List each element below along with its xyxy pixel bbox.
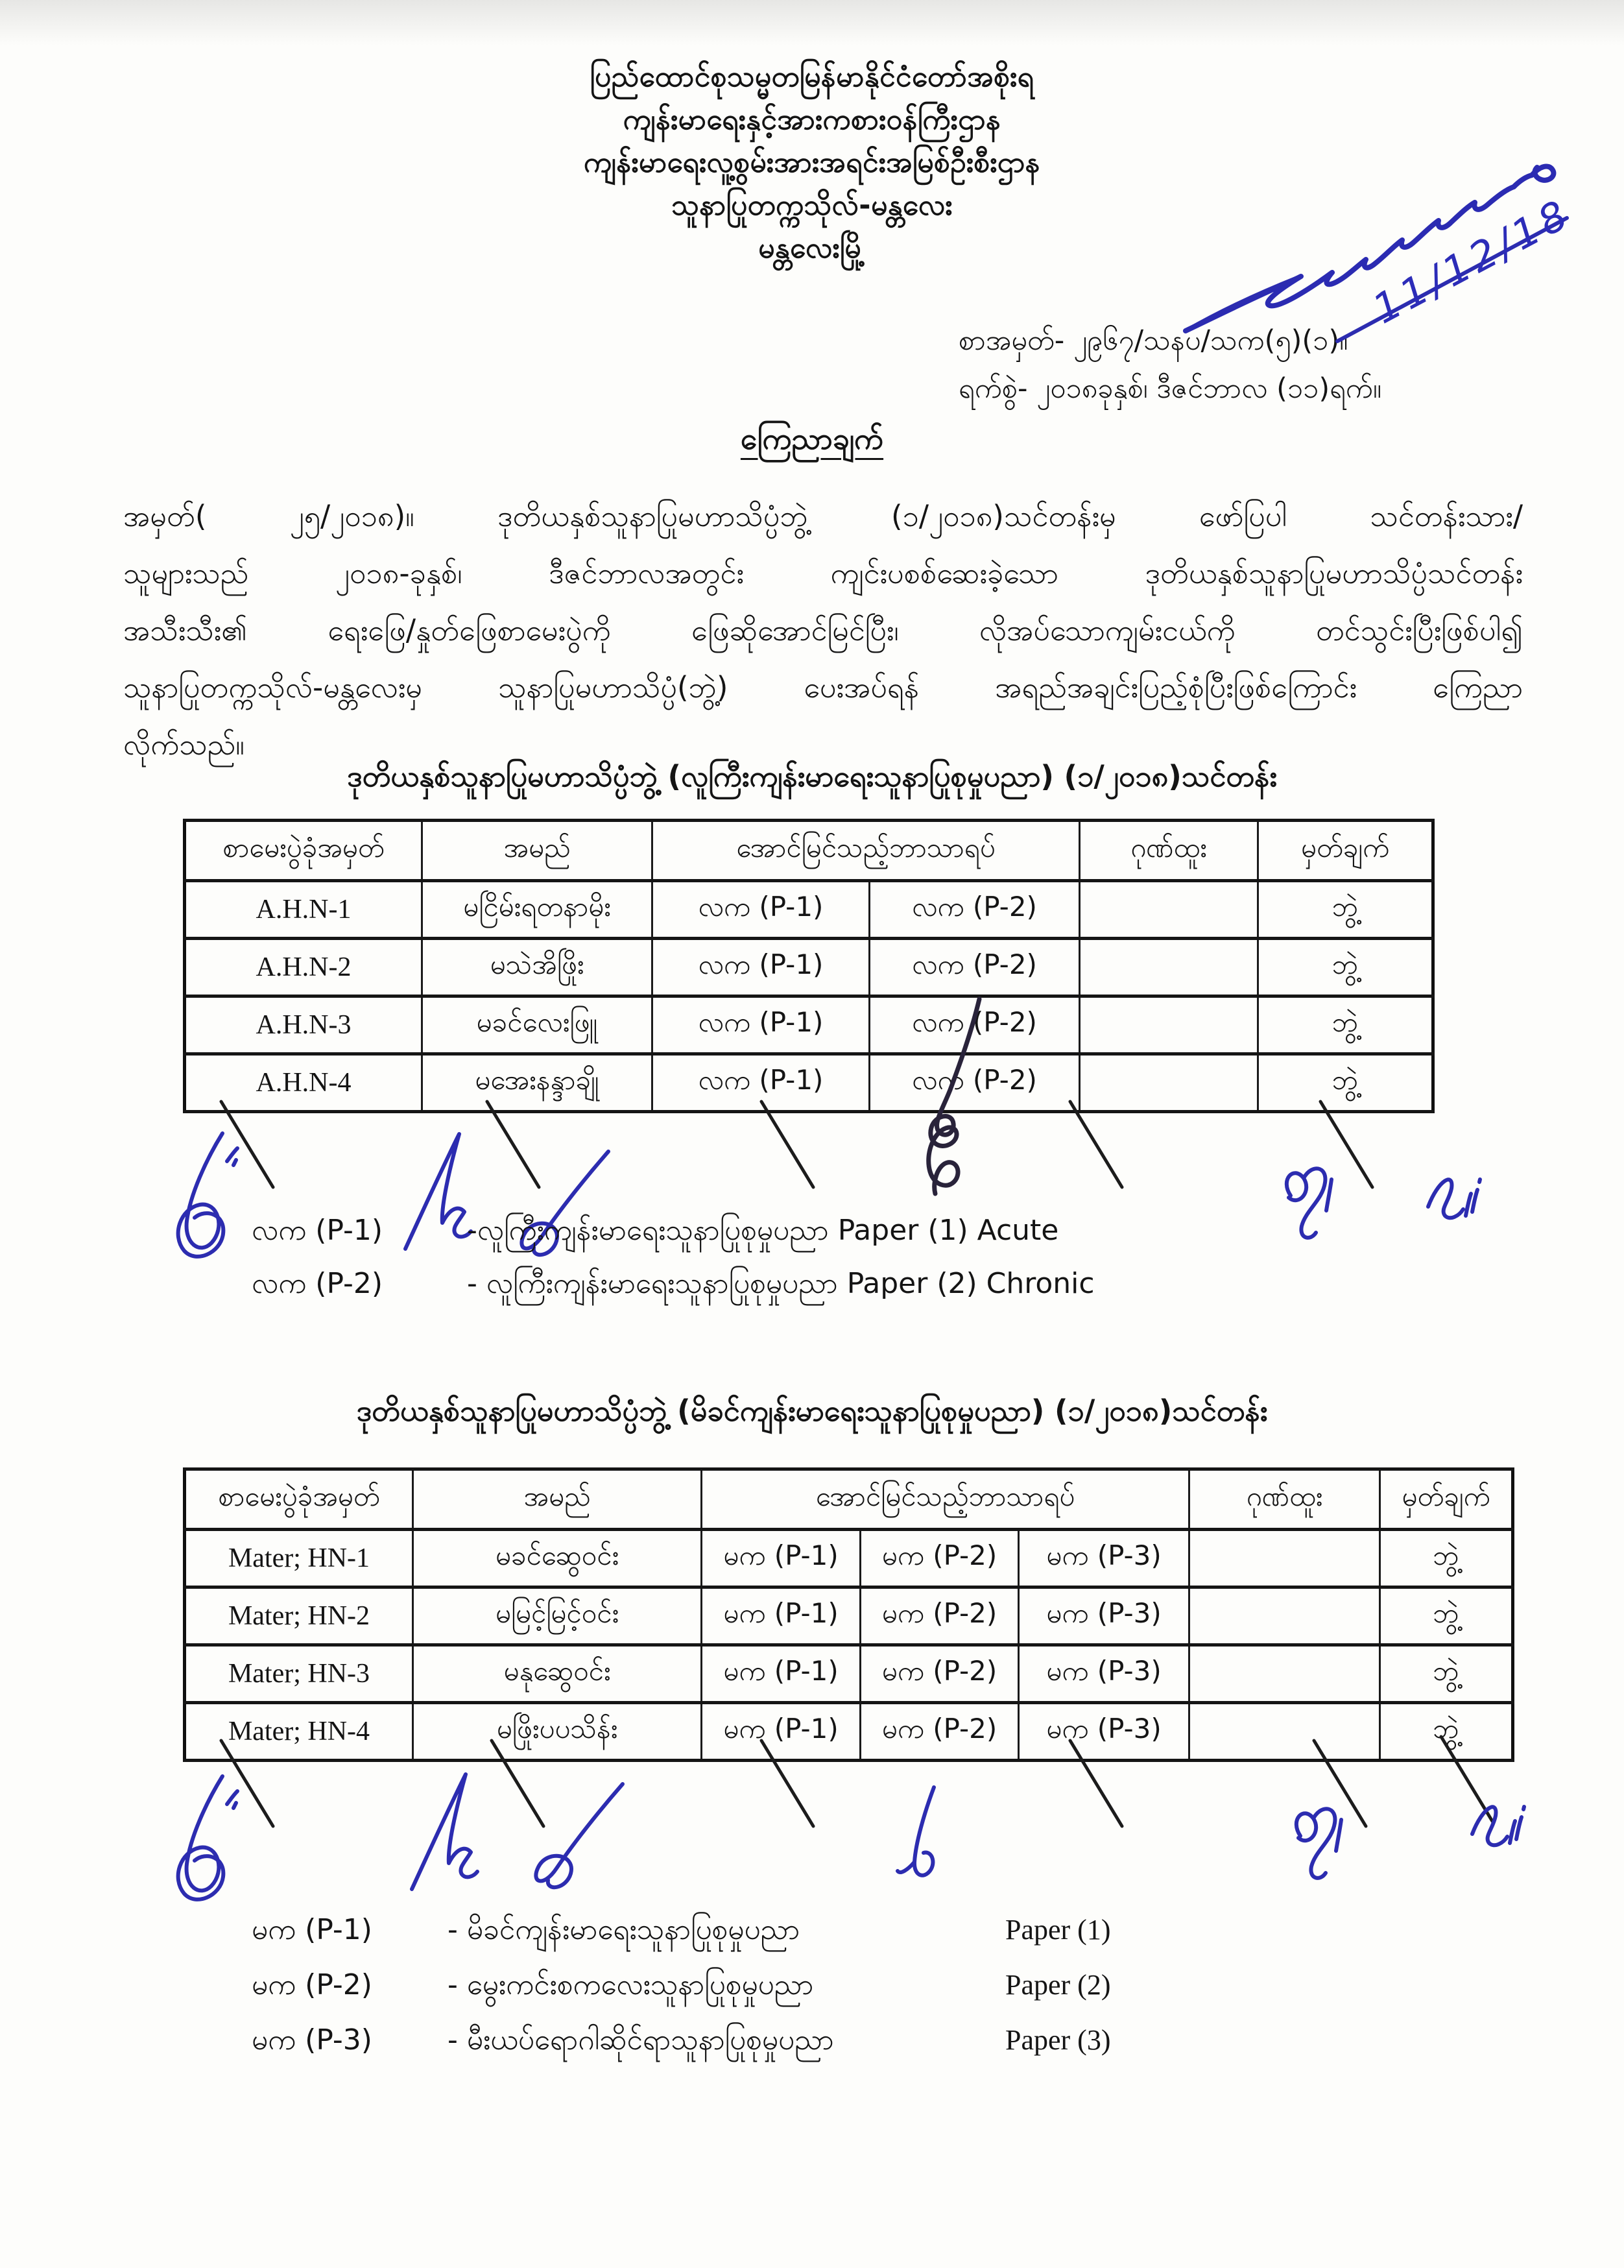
col-remark: မှတ်ချက်	[1380, 1469, 1513, 1530]
subject-cell: မက (P-1)	[702, 1587, 861, 1645]
remark-cell: ဘွဲ့	[1258, 881, 1433, 939]
subject-cell: လက (P-2)	[870, 996, 1080, 1054]
paragraph-line: လိုက်သည်။	[123, 727, 245, 762]
honors-cell	[1189, 1530, 1380, 1587]
remark-cell: ဘွဲ့	[1258, 996, 1433, 1054]
remark-cell: ဘွဲ့	[1380, 1703, 1513, 1761]
legend-paper-label: Paper (2)	[1005, 1969, 1111, 2001]
remark-cell: ဘွဲ့	[1380, 1587, 1513, 1645]
col-name: အမည်	[422, 821, 652, 881]
table-row	[185, 881, 1433, 939]
signature-initial	[1428, 1179, 1480, 1218]
name-cell: မအေးနန္ဒာချို	[422, 1054, 652, 1112]
legend-row	[252, 1965, 1111, 2020]
signature-initial	[1296, 1809, 1341, 1878]
exam-number-cell: Mater; HN-4	[185, 1703, 413, 1761]
legend-code: လက (P-1)	[252, 1214, 383, 1247]
letterhead-line-city: မန္တလေးမြို့	[758, 232, 866, 265]
remark-cell: ဘွဲ့	[1380, 1645, 1513, 1703]
legend-code: မက (P-3)	[252, 2023, 372, 2057]
legend-paper-label: Paper (1)	[1005, 1914, 1111, 1946]
letterhead-line-government: ပြည်ထောင်စုသမ္မတမြန်မာနိုင်ငံတော်အစိုးရ	[590, 60, 1034, 93]
remark-cell: ဘွဲ့	[1380, 1530, 1513, 1587]
letterhead-line-university: သူနာပြုတက္ကသိုလ်-မန္တလေး	[671, 189, 953, 222]
scan-edge-artifact	[0, 0, 1624, 45]
col-subjects-passed: အောင်မြင်သည့်ဘာသာရပ်	[652, 821, 1080, 881]
tick-slash	[221, 1102, 273, 1187]
letterhead-line-ministry: ကျန်းမာရေးနှင့်အားကစားဝန်ကြီးဌာန	[623, 103, 1001, 136]
subject-cell: လက (P-1)	[652, 881, 870, 939]
exam-number-cell: Mater; HN-2	[185, 1587, 413, 1645]
document-title	[0, 420, 1624, 464]
name-cell: မခင်လေးဖြူ	[422, 996, 652, 1054]
table-header-row	[185, 1469, 1513, 1530]
honors-cell	[1189, 1587, 1380, 1645]
legend-code: မက (P-1)	[252, 1913, 372, 1946]
legend-row	[252, 2020, 1111, 2075]
exam-number-cell: A.H.N-2	[185, 939, 422, 996]
signature-initial	[1287, 1168, 1331, 1238]
table2-title: ဒုတိယနှစ်သူနာပြုမဟာသိပ္ပံဘွဲ့ (မိခင်ကျန်းမာရေးသူနာပြုစုမှုပညာ) (၁/၂၀၁၈)သင်တန်း	[356, 1393, 1268, 1428]
name-cell: မငြိမ်းရတနာမိုး	[422, 881, 652, 939]
honors-cell	[1189, 1645, 1380, 1703]
signature-initial-dark	[929, 999, 979, 1194]
document-date: ရက်စွဲ- ၂၀၁၈ခုနှစ်၊ ဒီဇင်ဘာလ (၁၁)ရက်။	[959, 372, 1381, 405]
tick-slash	[761, 1741, 813, 1826]
subject-cell: လက (P-1)	[652, 939, 870, 996]
tick-slash	[487, 1102, 539, 1187]
col-honors: ဂုဏ်ထူး	[1080, 821, 1258, 881]
name-cell: မမြင့်မြင့်ဝင်း	[413, 1587, 702, 1645]
legend-row	[252, 1910, 1111, 1965]
legend-description: -လူကြီးကျန်းမာရေးသူနာပြုစုမှုပညာ Paper (1) Acute	[467, 1214, 1059, 1247]
subject-cell: မက (P-2)	[861, 1703, 1019, 1761]
subject-cell: မက (P-3)	[1019, 1645, 1189, 1703]
legend-row	[252, 1264, 1095, 1317]
subject-cell: မက (P-2)	[861, 1645, 1019, 1703]
exam-number-cell: A.H.N-4	[185, 1054, 422, 1112]
subject-cell: လက (P-1)	[652, 1054, 870, 1112]
legend-paper-label: Paper (3)	[1005, 2024, 1111, 2056]
legend-code: လက (P-2)	[252, 1267, 383, 1300]
legend-description: - လူကြီးကျန်းမာရေးသူနာပြုစုမှုပညာ Paper (2) Chronic	[467, 1267, 1095, 1300]
exam-number-cell: A.H.N-1	[185, 881, 422, 939]
tick-slash	[1070, 1741, 1122, 1826]
exam-number-cell: Mater; HN-1	[185, 1530, 413, 1587]
signature-initial	[412, 1774, 477, 1889]
honors-cell	[1080, 881, 1258, 939]
signature-initial	[178, 1133, 237, 1257]
remark-cell: ဘွဲ့	[1258, 939, 1433, 996]
subject-cell: မက (P-2)	[861, 1530, 1019, 1587]
remark-cell: ဘွဲ့	[1258, 1054, 1433, 1112]
tick-slash	[1314, 1741, 1366, 1826]
results-table-maternal-health	[183, 1467, 1514, 1762]
paragraph-line: အသီးသီး၏ ရေးဖြေ/နှုတ်ဖြေစာမေးပွဲကို ဖြေဆိုအောင်မြင်ပြီး၊ လိုအပ်သောကျမ်းငယ်ကို တင်သွင်းပြီးဖြစ်ပါ၍	[123, 613, 1523, 647]
col-name: အမည်	[413, 1469, 702, 1530]
legend-description: - မိခင်ကျန်းမာရေးသူနာပြုစုမှုပညာ	[448, 1913, 800, 1946]
table-header-row	[185, 821, 1433, 881]
signature-initial	[178, 1776, 237, 1900]
tick-slash	[221, 1741, 273, 1826]
col-exam-number: စာမေးပွဲခုံအမှတ်	[185, 821, 422, 881]
subject-cell: လက (P-1)	[652, 996, 870, 1054]
col-subjects-passed: အောင်မြင်သည့်ဘာသာရပ်	[702, 1469, 1189, 1530]
legend-adult-health	[252, 1211, 1095, 1317]
exam-number-cell: Mater; HN-3	[185, 1645, 413, 1703]
subject-cell: မက (P-1)	[702, 1530, 861, 1587]
tick-slash	[761, 1102, 813, 1187]
subject-cell: မက (P-1)	[702, 1703, 861, 1761]
paragraph-line: သူများသည် ၂၀၁၈-ခုနှစ်၊ ဒီဇင်ဘာလအတွင်း ကျင်းပစစ်ဆေးခဲ့သော ဒုတိယနှစ်သူနာပြုမဟာသိပ္ပံသင်တန်း	[123, 556, 1523, 590]
subject-cell: မက (P-3)	[1019, 1587, 1189, 1645]
tick-slash	[1070, 1102, 1122, 1187]
signature-initial	[1472, 1807, 1524, 1845]
signature-initial	[536, 1784, 623, 1887]
name-cell: မဖြိုးပပသိန်း	[413, 1703, 702, 1761]
paragraph-line: သူနာပြုတက္ကသိုလ်-မန္တလေးမှ သူနာပြုမဟာသိပ္ပံ(ဘွဲ့) ပေးအပ်ရန် အရည်အချင်းပြည့်စုံပြီးဖြစ်ကြောင်း ကြေညာ	[123, 670, 1523, 705]
tick-slash	[492, 1741, 543, 1826]
tick-slash	[1320, 1102, 1372, 1187]
col-remark: မှတ်ချက်	[1258, 821, 1433, 881]
reference-number: စာအမှတ်- ၂၉၆၇/သနပ/သက(၅)(၁)။	[959, 324, 1348, 357]
letterhead-line-department: ကျန်းမာရေးလူ့စွမ်းအားအရင်းအမြစ်ဦးစီးဌာန	[583, 146, 1041, 179]
name-cell: မသဲအိဖြိုး	[422, 939, 652, 996]
legend-code: မက (P-2)	[252, 1968, 372, 2001]
name-cell: မခင်ဆွေဝင်း	[413, 1530, 702, 1587]
col-honors: ဂုဏ်ထူး	[1189, 1469, 1380, 1530]
table-row	[185, 1530, 1513, 1587]
announcement-paragraph	[123, 488, 1523, 773]
table-row	[185, 1587, 1513, 1645]
col-exam-number: စာမေးပွဲခုံအမှတ်	[185, 1469, 413, 1530]
document-title-text: ကြေညာချက်	[740, 421, 884, 456]
signature-initial	[898, 1787, 934, 1876]
signature-band-2	[156, 1735, 1570, 1930]
paragraph-line: အမှတ်( ၂၅/၂၀၁၈)။ ဒုတိယနှစ်သူနာပြုမဟာသိပ္ပံဘွဲ့ (၁/၂၀၁၈)သင်တန်းမှ ဖော်ပြပါ သင်တန်းသား/	[123, 499, 1523, 533]
handwritten-date: 11/12/18	[1365, 189, 1579, 333]
subject-cell: မက (P-2)	[861, 1587, 1019, 1645]
name-cell: မနုဆွေဝင်း	[413, 1645, 702, 1703]
table1-title: ဒုတိယနှစ်သူနာပြုမဟာသိပ္ပံဘွဲ့ (လူကြီးကျန်းမာရေးသူနာပြုစုမှုပညာ) (၁/၂၀၁၈)သင်တန်း	[347, 759, 1277, 793]
subject-cell: မက (P-1)	[702, 1645, 861, 1703]
legend-maternal-health	[252, 1910, 1111, 2075]
exam-number-cell: A.H.N-3	[185, 996, 422, 1054]
signature-top-right	[1174, 148, 1579, 349]
legend-row	[252, 1211, 1095, 1264]
subject-cell: လက (P-2)	[870, 881, 1080, 939]
subject-cell: လက (P-2)	[870, 1054, 1080, 1112]
subject-cell: မက (P-3)	[1019, 1703, 1189, 1761]
legend-description: - မီးယပ်ရောဂါဆိုင်ရာသူနာပြုစုမှုပညာ	[448, 2023, 834, 2057]
subject-cell: လက (P-2)	[870, 939, 1080, 996]
legend-description: - မွေးကင်းစကလေးသူနာပြုစုမှုပညာ	[448, 1968, 814, 2001]
subject-cell: မက (P-3)	[1019, 1530, 1189, 1587]
table-row	[185, 1645, 1513, 1703]
